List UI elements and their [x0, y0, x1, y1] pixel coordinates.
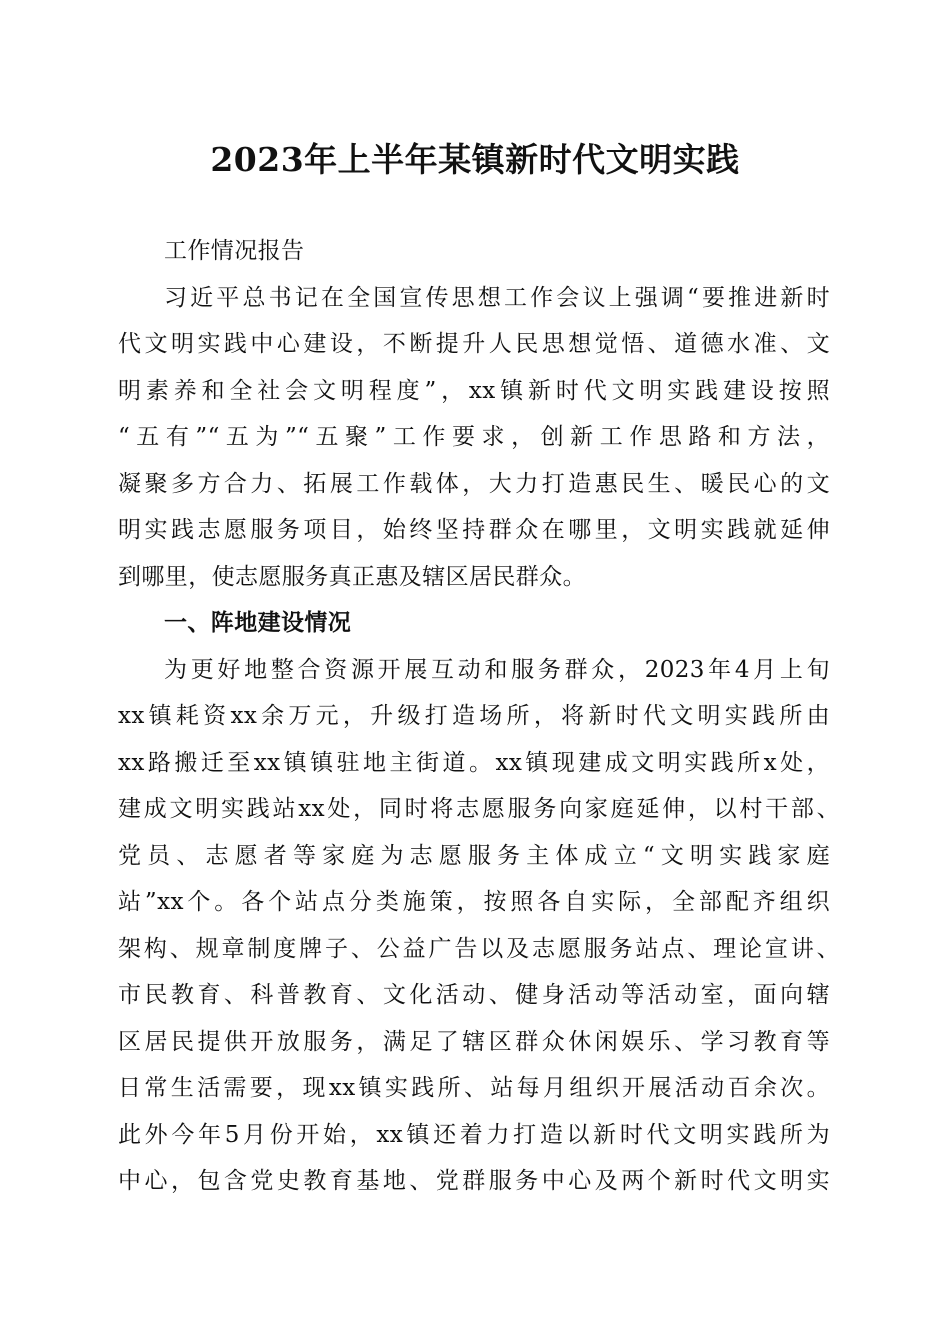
paragraph-line: xx镇耗资xx余万元，升级打造场所，将新时代文明实践所由: [118, 703, 830, 729]
paragraph-line: 市民教育、科普教育、文化活动、健身活动等活动室，面向辖: [118, 982, 830, 1008]
paragraph-line: xx路搬迁至xx镇镇驻地主街道。xx镇现建成文明实践所x处，: [118, 749, 830, 776]
paragraph-line: 区居民提供开放服务，满足了辖区群众休闲娱乐、学习教育等: [118, 1028, 830, 1055]
paragraph-line: 站”xx个。各个站点分类施策，按照各自实际，全部配齐组织: [118, 889, 830, 915]
subtitle-line: 工作情况报告: [164, 238, 305, 264]
paragraph-line: 中心，包含党史教育基地、党群服务中心及两个新时代文明实: [118, 1168, 830, 1194]
paragraph-line: 明实践志愿服务项目，始终坚持群众在哪里，文明实践就延伸: [118, 517, 830, 543]
paragraph-line: 此外今年5月份开始，xx镇还着力打造以新时代文明实践所为: [118, 1121, 830, 1148]
document-body: [118, 228, 840, 1205]
paragraph-line: 代文明实践中心建设，不断提升人民思想觉悟、道德水准、文: [118, 331, 830, 357]
paragraph-line: 凝聚多方合力、拓展工作载体，大力打造惠民生、暖民心的文: [118, 470, 830, 497]
paragraph-line: 习近平总书记在全国宣传思想工作会议上强调“要推进新时: [164, 284, 830, 311]
paragraph-line: 架构、规章制度牌子、公益广告以及志愿服务站点、理论宣讲、: [118, 935, 840, 962]
paragraph-line: “五有”“五为”“五聚”工作要求，创新工作思路和方法，: [118, 424, 830, 450]
document-title: 2023年上半年某镇新时代文明实践: [210, 140, 740, 179]
section-heading: 一、阵地建设情况: [164, 610, 352, 636]
paragraph-line: 为更好地整合资源开展互动和服务群众，2023年4月上旬: [164, 656, 830, 683]
paragraph-line: 明素养和全社会文明程度”，xx镇新时代文明实践建设按照: [118, 377, 830, 404]
paragraph-line: 日常生活需要，现xx镇实践所、站每月组织开展活动百余次。: [118, 1075, 830, 1101]
paragraph-line: 到哪里，使志愿服务真正惠及辖区居民群众。: [118, 563, 586, 590]
paragraph-line: 党员、志愿者等家庭为志愿服务主体成立“文明实践家庭: [118, 842, 830, 869]
paragraph-line: 建成文明实践站xx处，同时将志愿服务向家庭延伸，以村干部、: [118, 796, 840, 822]
